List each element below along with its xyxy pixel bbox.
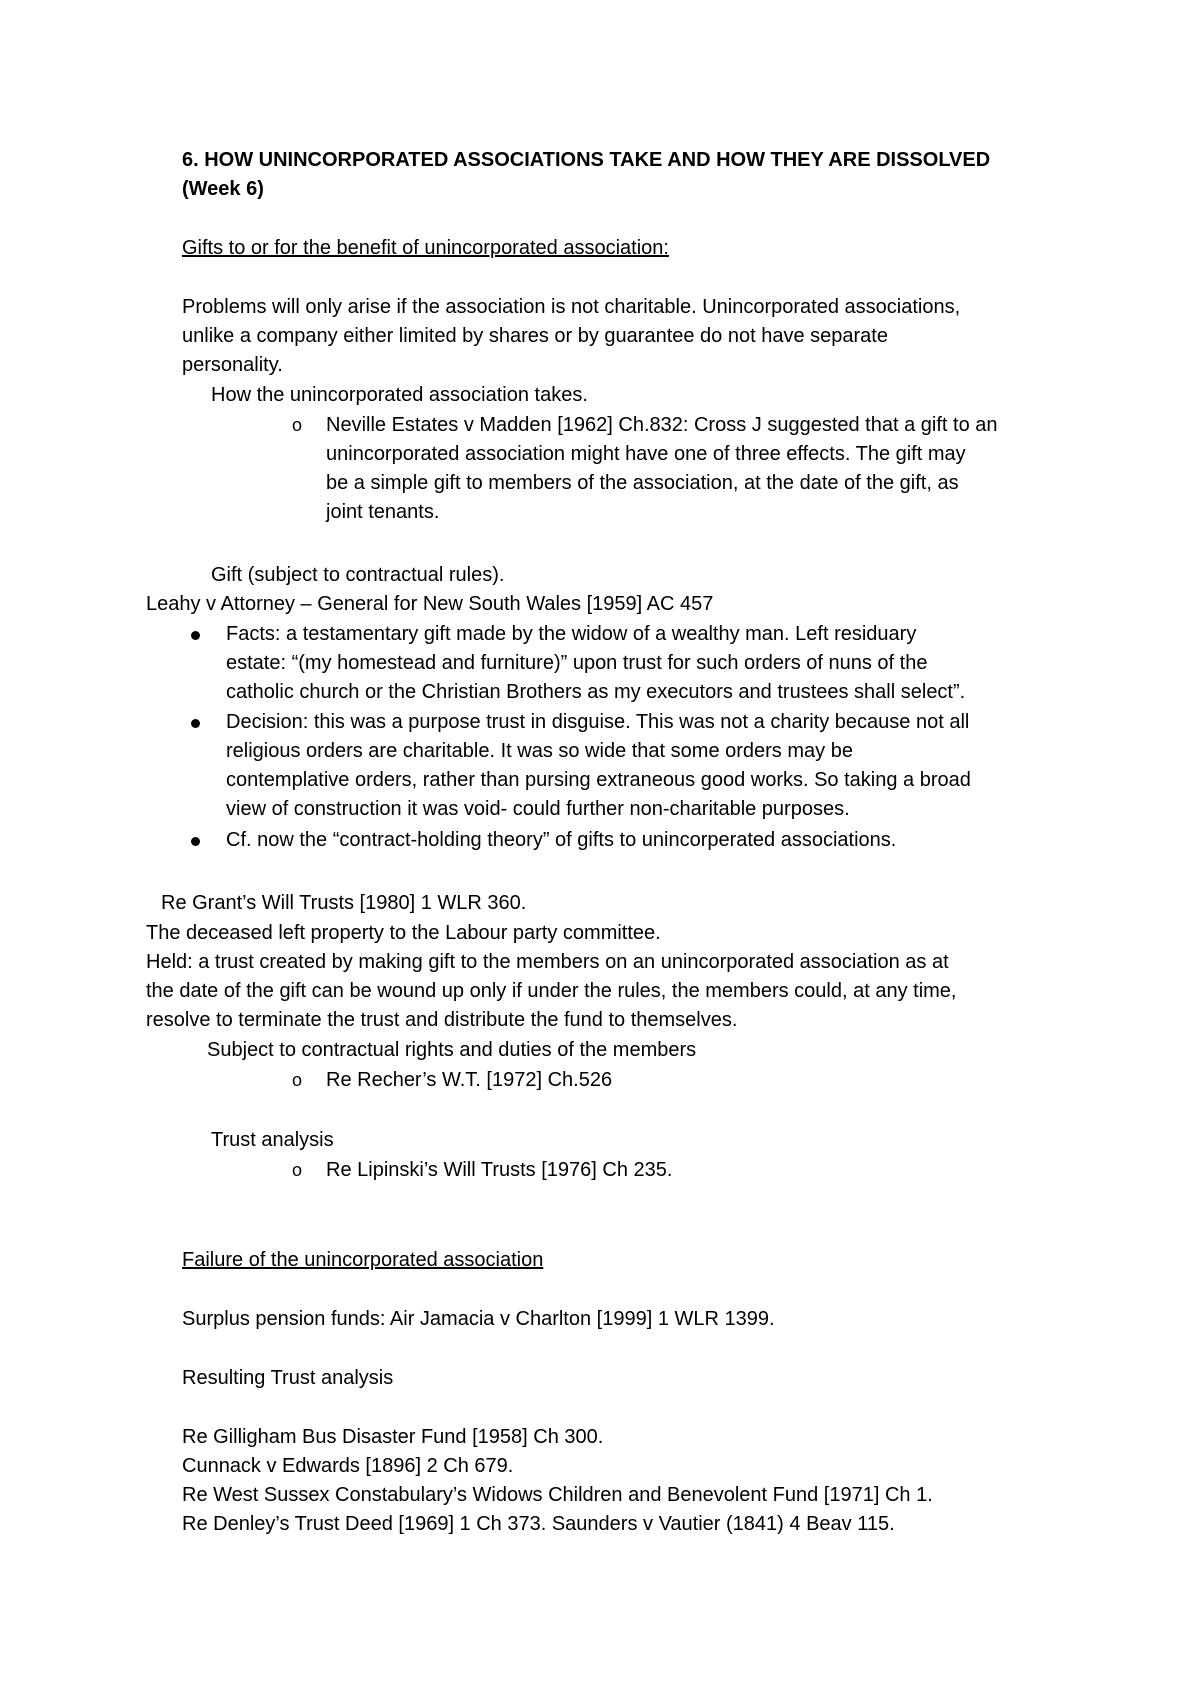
leahy-facts-line-2: estate: “(my homestead and furniture)” upon trust for such orders of nuns of the	[226, 652, 928, 674]
problems-line-2: unlike a company either limited by shares or by guarantee do not have separate	[182, 325, 888, 347]
heading-line-1: 6. HOW UNINCORPORATED ASSOCIATIONS TAKE AND HOW THEY ARE DISSOLVED	[182, 149, 991, 171]
leahy-facts-line-1: Facts: a testamentary gift made by the widow of a wealthy man. Left residuary	[226, 623, 917, 645]
trust-analysis-heading: Trust analysis	[211, 1129, 334, 1151]
leahy-decision-line-1: Decision: this was a purpose trust in disguise. This was not a charity because not all	[226, 711, 970, 733]
neville-line-3: be a simple gift to members of the association, at the date of the gift, as	[326, 472, 959, 494]
case-line-2: Cunnack v Edwards [1896] 2 Ch 679.	[182, 1455, 514, 1477]
bullet-dot	[191, 631, 200, 640]
leahy-facts-line-3: catholic church or the Christian Brothers as my executors and trustees shall select”.	[226, 681, 966, 703]
gift-subject-heading: Gift (subject to contractual rules).	[211, 564, 505, 586]
circle-marker-neville: o	[292, 415, 303, 435]
surplus-pension-line: Surplus pension funds: Air Jamacia v Charlton [1999] 1 WLR 1399.	[182, 1308, 775, 1330]
case-line-1: Re Gilligham Bus Disaster Fund [1958] Ch 300.	[182, 1426, 604, 1448]
grant-line-2: Held: a trust created by making gift to the members on an unincorporated association as at	[146, 951, 949, 973]
heading-line-2: (Week 6)	[182, 178, 264, 200]
section-title-gifts: Gifts to or for the benefit of unincorporated association:	[182, 237, 669, 259]
grant-line-4: resolve to terminate the trust and distribute the fund to themselves.	[146, 1009, 738, 1031]
lipinski-case: Re Lipinski’s Will Trusts [1976] Ch 235.	[326, 1159, 673, 1181]
case-line-3: Re West Sussex Constabulary’s Widows Children and Benevolent Fund [1971] Ch 1.	[182, 1484, 933, 1506]
problems-line-1: Problems will only arise if the association is not charitable. Unincorporated associations,	[182, 296, 961, 318]
leahy-cf-line: Cf. now the “contract-holding theory” of gifts to unincorperated associations.	[226, 829, 897, 851]
neville-line-4: joint tenants.	[326, 501, 440, 523]
problems-line-3: personality.	[182, 354, 283, 376]
bullet-dot	[191, 719, 200, 728]
grant-case-title: Re Grant’s Will Trusts [1980] 1 WLR 360.	[161, 892, 527, 914]
resulting-trust-heading: Resulting Trust analysis	[182, 1367, 394, 1389]
section-title-failure: Failure of the unincorporated association	[182, 1249, 544, 1271]
leahy-case-title: Leahy v Attorney – General for New South Wales [1959] AC 457	[146, 593, 714, 615]
grant-line-3: the date of the gift can be wound up only if under the rules, the members could, at any time,	[146, 980, 957, 1002]
circle-marker-lipinski: o	[292, 1160, 303, 1180]
recher-case: Re Recher’s W.T. [1972] Ch.526	[326, 1069, 613, 1091]
grant-line-1: The deceased left property to the Labour party committee.	[146, 922, 661, 944]
circle-marker-recher: o	[292, 1070, 303, 1090]
neville-line-1: Neville Estates v Madden [1962] Ch.832: Cross J suggested that a gift to an	[326, 414, 998, 436]
leahy-decision-line-2: religious orders are charitable. It was so wide that some orders may be	[226, 740, 853, 762]
neville-line-2: unincorporated association might have one of three effects. The gift may	[326, 443, 966, 465]
case-line-4: Re Denley’s Trust Deed [1969] 1 Ch 373. Saunders v Vautier (1841) 4 Beav 115.	[182, 1513, 895, 1535]
leahy-decision-line-4: view of construction it was void- could further non-charitable purposes.	[226, 798, 850, 820]
bullet-dot	[191, 837, 200, 846]
how-association-takes: How the unincorporated association takes.	[211, 384, 588, 406]
leahy-decision-line-3: contemplative orders, rather than pursing extraneous good works. So taking a broad	[226, 769, 971, 791]
subject-rights-heading: Subject to contractual rights and duties of the members	[207, 1039, 697, 1061]
